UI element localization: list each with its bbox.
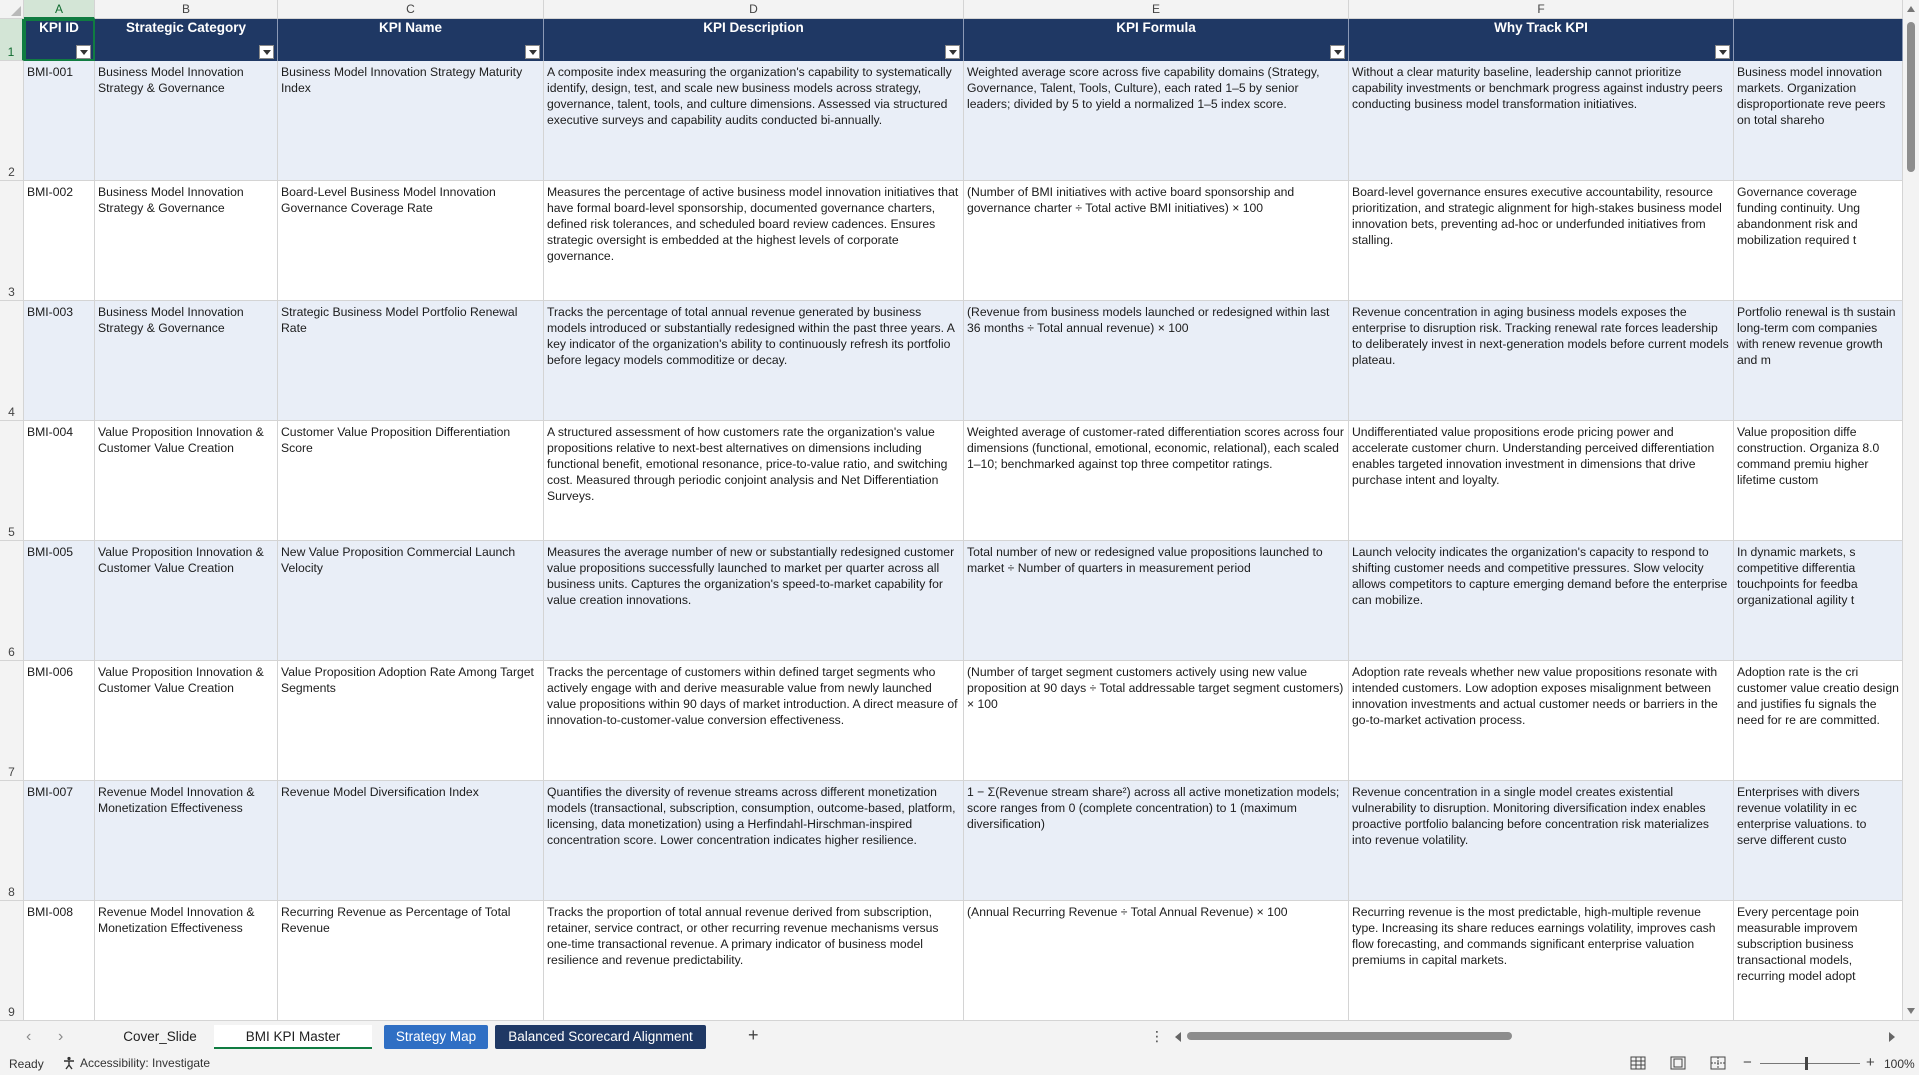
sheet-tab-bmi-kpi-master-library[interactable]: BMI KPI Master: [214, 1025, 372, 1049]
cell-category[interactable]: Business Model Innovation Strategy & Governance: [95, 301, 278, 421]
cell-kpi-id[interactable]: BMI-001: [24, 61, 95, 181]
header-cell-kpi-id[interactable]: [24, 19, 95, 61]
zoom-slider-handle[interactable]: [1805, 1057, 1808, 1070]
cell-description[interactable]: Measures the average number of new or substantially redesigned customer value propositions successfully launched to market per quarter across all business units. Captures the organization's speed-to-market capability for value creation innovations.: [544, 541, 964, 661]
cell-why-track[interactable]: Launch velocity indicates the organization's capacity to respond to shifting customer needs and competitive pressures. Slow velocity allows competitors to capture emerging demand before the enterprise can mobilize.: [1349, 541, 1734, 661]
status-bar: [0, 1052, 1919, 1075]
cell-kpi-name[interactable]: Strategic Business Model Portfolio Renewal Rate: [278, 301, 544, 421]
cell-overflow[interactable]: Enterprises with divers revenue volatility in ec enterprise valuations. to serve different custo: [1734, 781, 1903, 901]
column-header-g[interactable]: [1734, 0, 1903, 19]
table-row: [24, 61, 1903, 181]
cell-category[interactable]: Value Proposition Innovation & Customer Value Creation: [95, 661, 278, 781]
cell-formula[interactable]: (Number of BMI initiatives with active board sponsorship and governance charter ÷ Total active BMI initiatives) × 100: [964, 181, 1349, 301]
column-header-c[interactable]: C: [278, 0, 544, 19]
sheet-tab-cover-slide[interactable]: Cover_Slide: [123, 1029, 197, 1044]
vertical-scrollbar[interactable]: [1903, 0, 1919, 1020]
row-header[interactable]: 3: [0, 181, 24, 301]
cell-kpi-id[interactable]: BMI-003: [24, 301, 95, 421]
cell-description[interactable]: Tracks the percentage of total annual revenue generated by business models introduced or substantially redesigned within the past three years. A key indicator of the organization's ability to continuously refresh its portfolio before legacy models commoditize or decay.: [544, 301, 964, 421]
status-ready-label: Ready: [9, 1057, 44, 1071]
column-header-a[interactable]: A: [24, 0, 95, 19]
table-header-row: [24, 19, 1903, 61]
row-header[interactable]: 1: [0, 19, 24, 61]
zoom-out-icon[interactable]: −: [1743, 1054, 1752, 1071]
cell-formula[interactable]: Weighted average of customer-rated differentiation scores across four dimensions (functional, emotional, economic, relational), each scaled 1–10; benchmarked against top three competitor ratings.: [964, 421, 1349, 541]
cell-formula[interactable]: Total number of new or redesigned value propositions launched to market ÷ Number of quarters in measurement period: [964, 541, 1349, 661]
table-row: [24, 781, 1903, 901]
add-sheet-icon[interactable]: +: [748, 1025, 759, 1045]
cell-why-track[interactable]: Board-level governance ensures executive accountability, resource prioritization, and strategic alignment for high-stakes business model innovation bets, preventing ad-hoc or underfunded initiatives from stalling.: [1349, 181, 1734, 301]
cell-overflow[interactable]: Business model innovation markets. Organization disproportionate reve peers on total shareho: [1734, 61, 1903, 181]
header-cell-kpi-description[interactable]: [544, 19, 964, 61]
select-all-corner[interactable]: [0, 0, 24, 19]
cell-overflow[interactable]: Governance coverage funding continuity. Ung abandonment risk and mobilization required t: [1734, 181, 1903, 301]
cell-kpi-id[interactable]: BMI-005: [24, 541, 95, 661]
cell-why-track[interactable]: Recurring revenue is the most predictable, high-multiple revenue type. Increasing its share reduces earnings volatility, improves cash flow forecasting, and commands significant enterprise valuation premiums in capital markets.: [1349, 901, 1734, 1020]
filter-dropdown-icon[interactable]: [76, 45, 91, 59]
column-header-b[interactable]: B: [95, 0, 278, 19]
accessibility-status[interactable]: [62, 1056, 210, 1070]
row-header[interactable]: 9: [0, 901, 24, 1020]
sheet-tab-strategy-map[interactable]: Strategy Map: [384, 1025, 488, 1049]
cell-formula[interactable]: (Revenue from business models launched or redesigned within last 36 months ÷ Total annual revenue) × 100: [964, 301, 1349, 421]
cell-formula[interactable]: 1 − Σ(Revenue stream share²) across all active monetization models; score ranges from 0 (complete concentration) to 1 (maximum diversification): [964, 781, 1349, 901]
row-headers: [0, 19, 24, 1020]
cell-category[interactable]: Business Model Innovation Strategy & Governance: [95, 61, 278, 181]
cell-kpi-id[interactable]: BMI-006: [24, 661, 95, 781]
scroll-down-icon[interactable]: [1907, 1008, 1915, 1014]
table-row: [24, 181, 1903, 301]
cell-kpi-name[interactable]: Revenue Model Diversification Index: [278, 781, 544, 901]
cell-kpi-name[interactable]: Value Proposition Adoption Rate Among Target Segments: [278, 661, 544, 781]
cell-kpi-name[interactable]: Board-Level Business Model Innovation Governance Coverage Rate: [278, 181, 544, 301]
cell-overflow[interactable]: Value proposition diffe construction. Organiza 8.0 command premiu higher lifetime custom: [1734, 421, 1903, 541]
cell-description[interactable]: Tracks the percentage of customers within defined target segments who actively engage with and derive measurable value from newly launched value propositions within 90 days of market introduction. A direct measure of innovation-to-customer-value conversion effectiveness.: [544, 661, 964, 781]
cell-kpi-id[interactable]: BMI-007: [24, 781, 95, 901]
cell-formula[interactable]: Weighted average score across five capability domains (Strategy, Governance, Talent, Tools, Culture), each rated 1–5 by senior leaders; divided by 5 to yield a normalized 1–5 index score.: [964, 61, 1349, 181]
row-header[interactable]: 4: [0, 301, 24, 421]
header-label: KPI Description: [703, 20, 804, 35]
scroll-right-icon[interactable]: [1889, 1032, 1895, 1042]
cell-kpi-id[interactable]: BMI-004: [24, 421, 95, 541]
header-cell-why-track-kpi[interactable]: [1349, 19, 1734, 61]
cell-overflow[interactable]: Portfolio renewal is th sustain long-term com companies with renew revenue growth and m: [1734, 301, 1903, 421]
filter-dropdown-icon[interactable]: [1715, 45, 1730, 59]
cell-kpi-id[interactable]: BMI-002: [24, 181, 95, 301]
cell-category[interactable]: Revenue Model Innovation & Monetization Effectiveness: [95, 901, 278, 1020]
cell-description[interactable]: A composite index measuring the organization's capability to systematically identify, design, test, and scale new business models across strategy, governance, talent, tools, and culture dimensions. Assessed via structured executive surveys and capability audits conducted bi-annually.: [544, 61, 964, 181]
cell-description[interactable]: Measures the percentage of active business model innovation initiatives that have formal board-level sponsorship, documented governance charters, defined risk tolerances, and scheduled board review cadences. Ensures strategic oversight is embedded at the highest levels of corporate governance.: [544, 181, 964, 301]
horizontal-scroll-thumb[interactable]: [1187, 1032, 1512, 1040]
filter-dropdown-icon[interactable]: [1330, 45, 1345, 59]
filter-dropdown-icon[interactable]: [259, 45, 274, 59]
cell-kpi-name[interactable]: Business Model Innovation Strategy Maturity Index: [278, 61, 544, 181]
cell-overflow[interactable]: Adoption rate is the cri customer value creatio design and justifies fu signals the need for re are committed.: [1734, 661, 1903, 781]
vertical-scroll-thumb[interactable]: [1907, 22, 1915, 172]
cell-category[interactable]: Value Proposition Innovation & Customer Value Creation: [95, 421, 278, 541]
cell-kpi-name[interactable]: New Value Proposition Commercial Launch Velocity: [278, 541, 544, 661]
row-header[interactable]: 7: [0, 661, 24, 781]
table-row: [24, 421, 1903, 541]
row-header[interactable]: 6: [0, 541, 24, 661]
row-header[interactable]: 2: [0, 61, 24, 181]
sheet-tab-balanced-scorecard-alignment[interactable]: Balanced Scorecard Alignment: [495, 1025, 706, 1049]
column-header-d[interactable]: D: [544, 0, 964, 19]
table-row: [24, 661, 1903, 781]
normal-view-icon[interactable]: [1630, 1056, 1646, 1070]
header-label: Why Track KPI: [1494, 20, 1588, 35]
page-layout-view-icon[interactable]: [1670, 1056, 1686, 1070]
header-label: KPI ID: [39, 20, 79, 35]
cell-why-track[interactable]: Undifferentiated value propositions erode pricing power and accelerate customer churn. Understanding perceived differentiation enables targeted innovation investment in dimensions that drive purchase intent and loyalty.: [1349, 421, 1734, 541]
column-headers: [24, 0, 1903, 19]
header-cell-overflow[interactable]: [1734, 19, 1903, 61]
cell-why-track[interactable]: Revenue concentration in aging business models exposes the enterprise to disruption risk. Tracking renewal rate forces leadership to deliberately invest in next-generation models before current models plateau.: [1349, 301, 1734, 421]
table-row: [24, 901, 1903, 1020]
header-label: KPI Formula: [1116, 20, 1196, 35]
cell-formula[interactable]: (Annual Recurring Revenue ÷ Total Annual Revenue) × 100: [964, 901, 1349, 1020]
scroll-up-icon[interactable]: [1907, 6, 1915, 12]
row-header[interactable]: 8: [0, 781, 24, 901]
zoom-slider[interactable]: [1760, 1063, 1860, 1064]
sheet-tab-bar: [0, 1020, 1919, 1052]
cell-category[interactable]: Value Proposition Innovation & Customer Value Creation: [95, 541, 278, 661]
header-cell-kpi-name[interactable]: [278, 19, 544, 61]
chevron-left-icon[interactable]: ‹: [26, 1028, 32, 1045]
zoom-level[interactable]: 100%: [1884, 1057, 1915, 1071]
horizontal-scrollbar[interactable]: [1172, 1027, 1898, 1045]
kpi-table: [24, 19, 1903, 1020]
row-header[interactable]: 5: [0, 421, 24, 541]
scroll-left-icon[interactable]: [1175, 1032, 1181, 1042]
cell-category[interactable]: Revenue Model Innovation & Monetization Effectiveness: [95, 781, 278, 901]
cell-description[interactable]: Tracks the proportion of total annual revenue derived from subscription, retainer, service contract, or other recurring revenue mechanisms versus one-time transactional revenue. A primary indicator of business model resilience and revenue predictability.: [544, 901, 964, 1020]
cell-why-track[interactable]: Revenue concentration in a single model creates existential vulnerability to disruption. Monitoring diversification index enables proactive portfolio balancing before concentration risk materializes into revenue volatility.: [1349, 781, 1734, 901]
header-cell-strategic-category[interactable]: [95, 19, 278, 61]
filter-dropdown-icon[interactable]: [525, 45, 540, 59]
more-options-icon[interactable]: ⋮: [1150, 1028, 1164, 1044]
cell-description[interactable]: A structured assessment of how customers rate the organization's value propositions relative to next-best alternatives on dimensions including functional benefit, emotional resonance, price-to-value ratio, and switching cost. Measured through periodic conjoint analysis and Net Differentiation Surveys.: [544, 421, 964, 541]
cell-kpi-id[interactable]: BMI-008: [24, 901, 95, 1020]
cell-description[interactable]: Quantifies the diversity of revenue streams across different monetization models (transactional, subscription, consumption, outcome-based, platform, licensing, data monetization) using a Herfindahl-Hirschman-inspired concentration score. Lower concentration indicates higher resilience.: [544, 781, 964, 901]
page-break-view-icon[interactable]: [1710, 1056, 1726, 1070]
zoom-in-icon[interactable]: +: [1866, 1054, 1875, 1071]
filter-dropdown-icon[interactable]: [945, 45, 960, 59]
column-header-e[interactable]: E: [964, 0, 1349, 19]
cell-category[interactable]: Business Model Innovation Strategy & Governance: [95, 181, 278, 301]
cell-why-track[interactable]: Adoption rate reveals whether new value propositions resonate with intended customers. Low adoption exposes misalignment between innovation investments and actual customer needs or barriers in the go-to-market activation process.: [1349, 661, 1734, 781]
table-row: [24, 301, 1903, 421]
accessibility-icon: [62, 1056, 76, 1070]
table-row: [24, 541, 1903, 661]
chevron-right-icon[interactable]: ›: [58, 1028, 64, 1045]
header-label: KPI Name: [378, 20, 443, 35]
cell-formula[interactable]: (Number of target segment customers actively using new value proposition at 90 days ÷ Total addressable target segment customers) × 100: [964, 661, 1349, 781]
cell-kpi-name[interactable]: Customer Value Proposition Differentiation Score: [278, 421, 544, 541]
cell-overflow[interactable]: In dynamic markets, s competitive differentia touchpoints for feedba organizational agility t: [1734, 541, 1903, 661]
header-cell-kpi-formula[interactable]: [964, 19, 1349, 61]
cell-overflow[interactable]: Every percentage poin measurable improvem subscription business transactional models, recurring model adopt: [1734, 901, 1903, 1020]
cell-why-track[interactable]: Without a clear maturity baseline, leadership cannot prioritize capability investments or benchmark progress against industry peers conducting business model transformation initiatives.: [1349, 61, 1734, 181]
header-label: Strategic Category: [125, 20, 247, 35]
accessibility-label: Accessibility: Investigate: [80, 1056, 211, 1070]
cell-kpi-name[interactable]: Recurring Revenue as Percentage of Total Revenue: [278, 901, 544, 1020]
column-header-f[interactable]: F: [1349, 0, 1734, 19]
